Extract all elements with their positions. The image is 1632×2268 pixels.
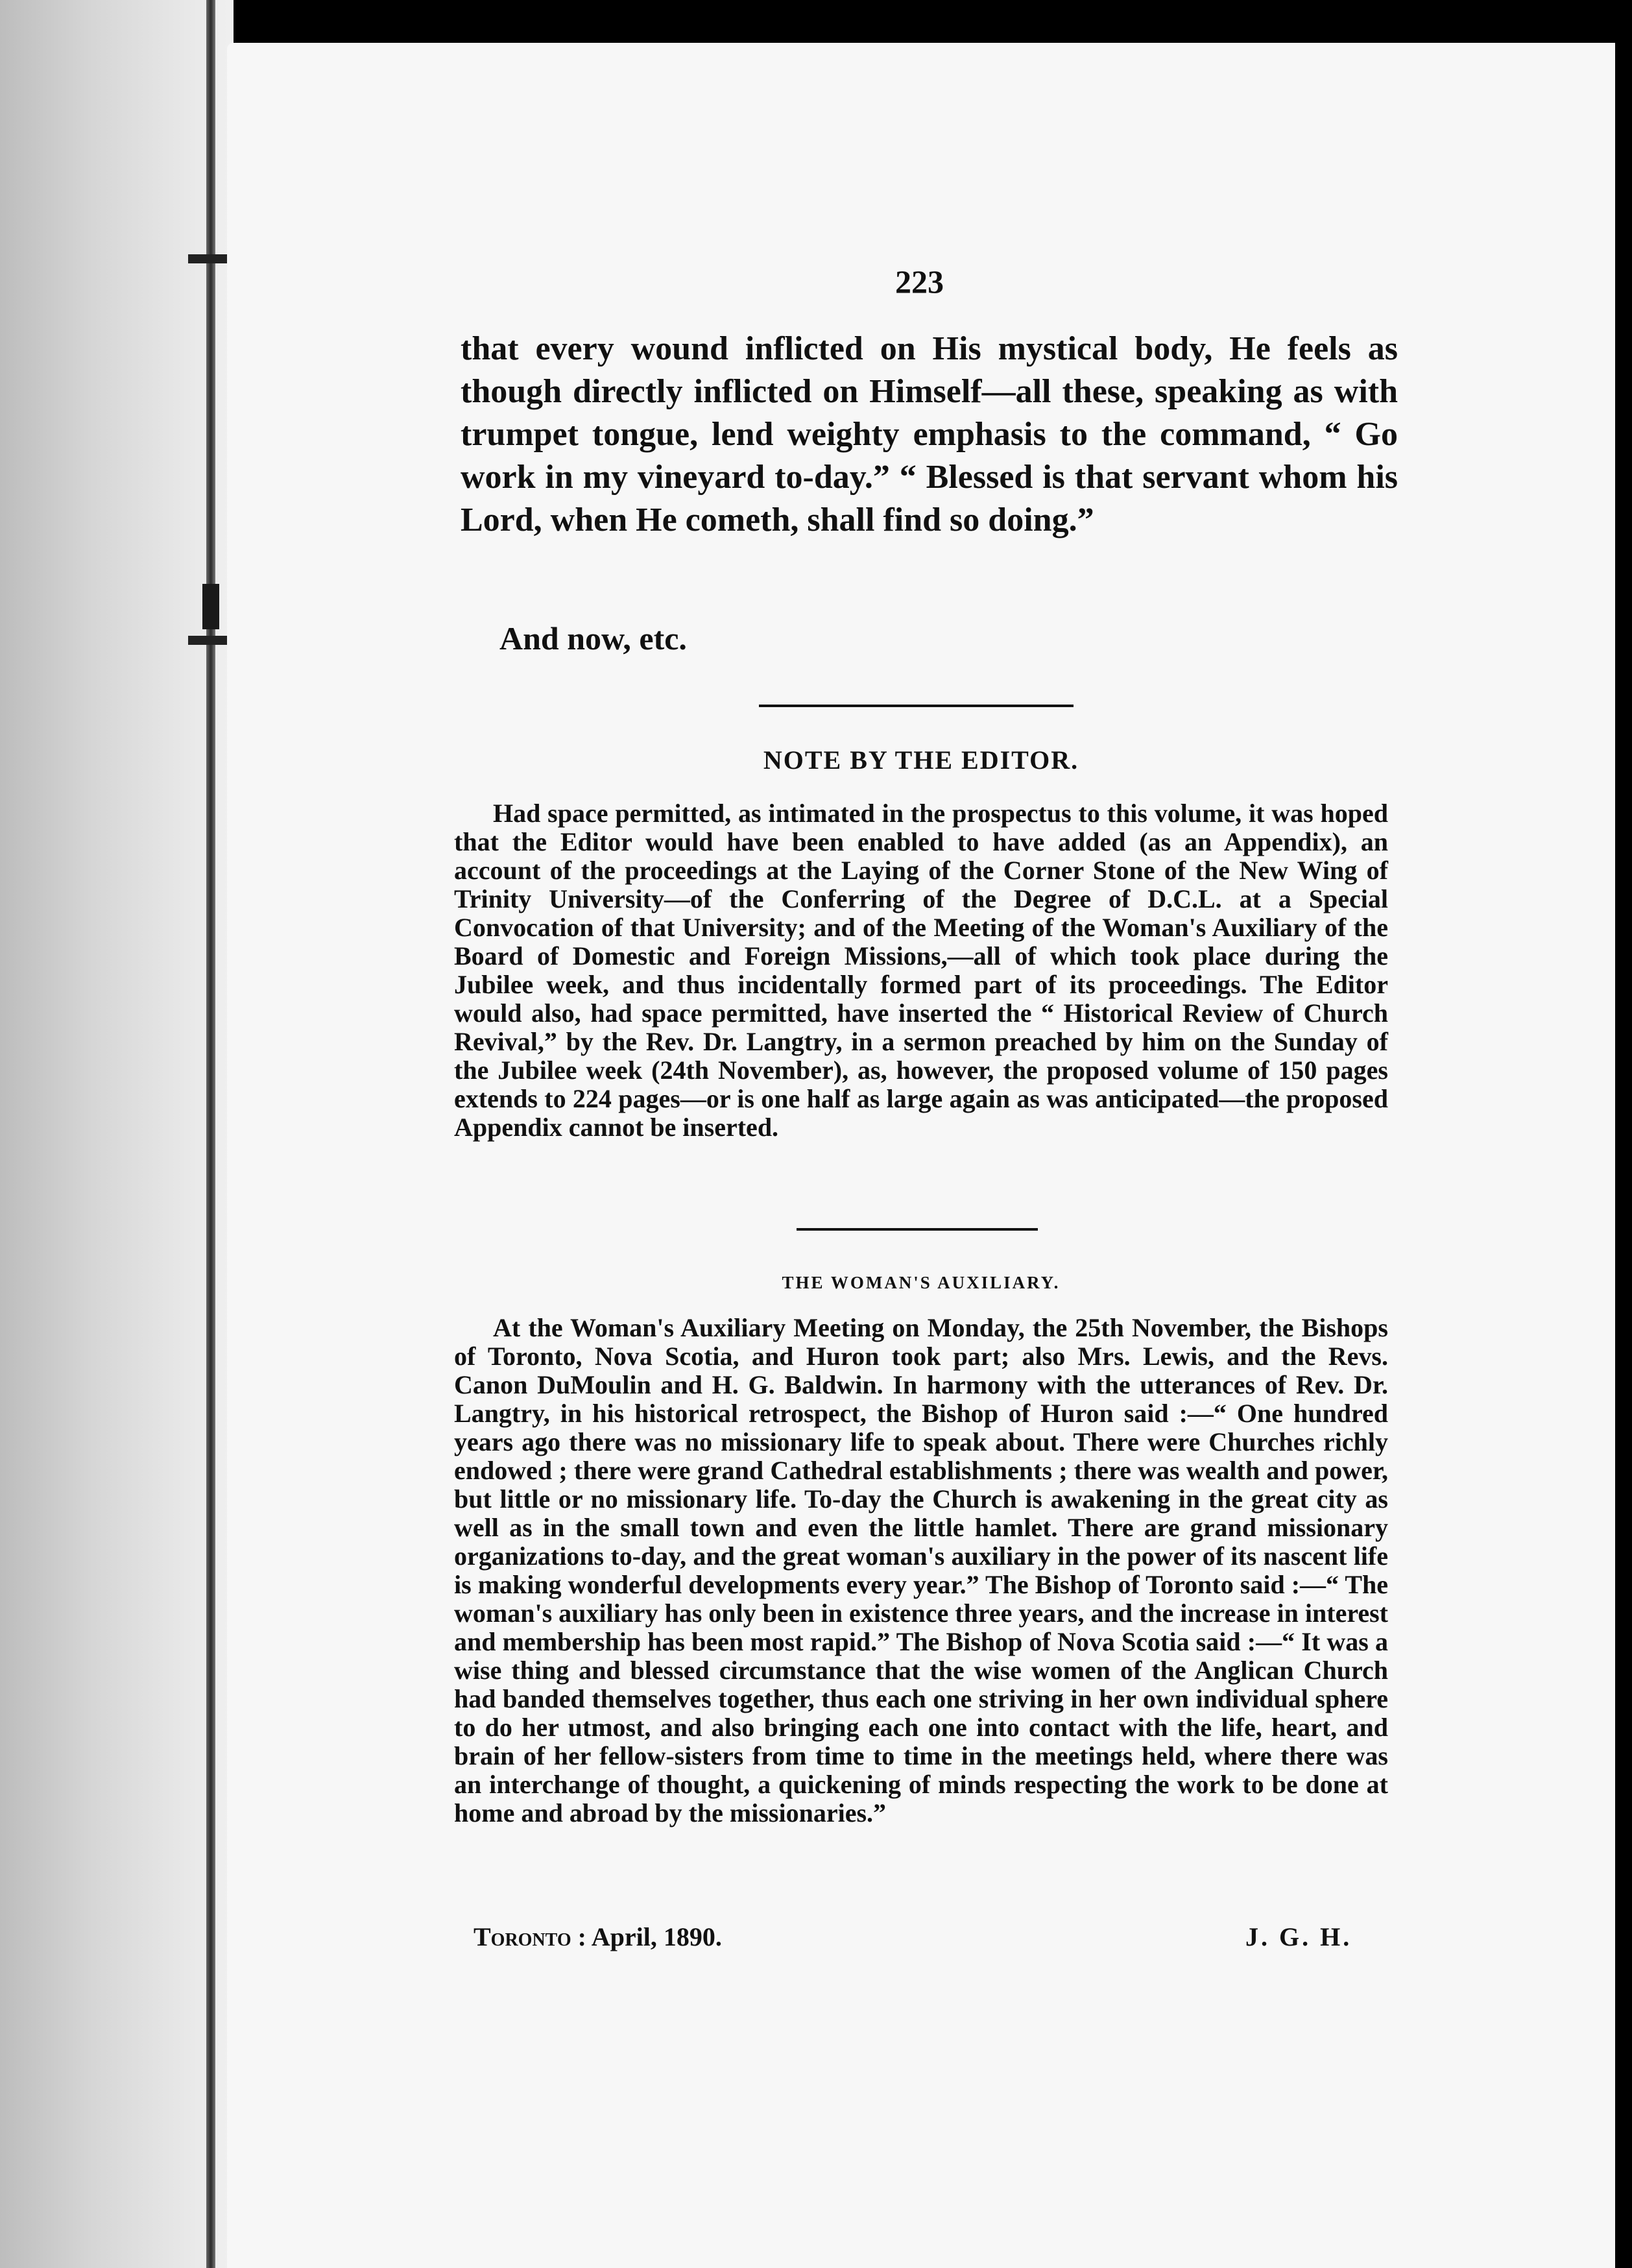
binding-mark	[202, 584, 219, 629]
womans-auxiliary-heading: THE WOMAN'S AUXILIARY.	[782, 1273, 1061, 1292]
body-text	[461, 328, 1398, 542]
note-text: Had space permitted, as intimated in the prospectus to this volume, it was hoped that the Editor would have been enabled to have added (as an Appendix), an account of the proceedings at the Laying of the Corner Stone of the New Wing of Trinity University—of the Conferring of the Degree of D.C.L. at a Special Convocation of that University; and of the Meeting of the Woman's Auxiliary of the Board of Domestic and Foreign Missions,—all of which took place during the Jubilee week, and thus incidentally formed part of its proceedings. The Editor would also, had space permitted, have inserted the “ Historical Review of Church Revival,” by the Rev. Dr. Langtry, in a sermon preached by him on the Sunday of the Jubilee week (24th November), as, however, the proposed volume of 150 pages extends to 224 pages—or is one half as large again as was anticipated—the proposed Appendix cannot be inserted.	[454, 799, 1388, 1142]
section-divider	[759, 705, 1074, 707]
closing-line: And now, etc.	[499, 620, 687, 657]
section-divider	[797, 1228, 1038, 1231]
signature-initials: J. G. H.	[1245, 1922, 1352, 1951]
signature-date: : April, 1890.	[577, 1922, 722, 1951]
womans-auxiliary-text: At the Woman's Auxiliary Meeting on Monday, the 25th November, the Bishops of Toronto, Nova Scotia, and Huron took part; also Mrs. Lewis, and the Revs. Canon DuMoulin and H. G. Baldwin. In harmony with the utterances of Rev. Dr. Langtry, in his historical retrospect, the Bishop of Huron said :—“ One hundred years ago there was no missionary life to speak about. There were Churches richly endowed ; there were grand Cathedral establishments ; there was wealth and power, but little or no missionary life. To-day the Church is awakening in the great city as well as in the small town and even the little hamlet. There are grand missionary organizations to-day, and the great woman's auxiliary in the power of its nascent life is making wonderful developments every year.” The Bishop of Toronto said :—“ The woman's auxiliary has only been in existence three years, and the increase in interest and membership has been most rapid.” The Bishop of Nova Scotia said :—“ It was a wise thing and blessed circumstance that the wise women of the Anglican Church had banded themselves together, thus each one striving in her own individual sphere to do her utmost, and also bringing each one into contact with the life, heart, and brain of her fellow-sisters from time to time in the meetings held, where there was an interchange of thought, a quickening of minds respecting the work to be done at home and abroad by the missionaries.”	[454, 1313, 1388, 1828]
book-gutter	[0, 0, 234, 2268]
note-heading: NOTE BY THE EDITOR.	[763, 745, 1079, 775]
page-number: 223	[895, 263, 944, 300]
binding-mark	[188, 636, 227, 645]
body-paragraph: that every wound inflicted on His mystical body, He feels as though directly inflicted on Himself—all these, speaking as with trumpet tongue, lend weighty emphasis to the command, “ Go work in my vineyard to-day.” “ Blessed is that servant whom his Lord, when He cometh, shall find so doing.”	[461, 330, 1398, 538]
signature-place-date	[474, 1922, 722, 1952]
binding-mark	[188, 254, 227, 263]
spine-binding-line	[206, 0, 215, 2268]
signature-place: Toronto	[474, 1922, 571, 1951]
